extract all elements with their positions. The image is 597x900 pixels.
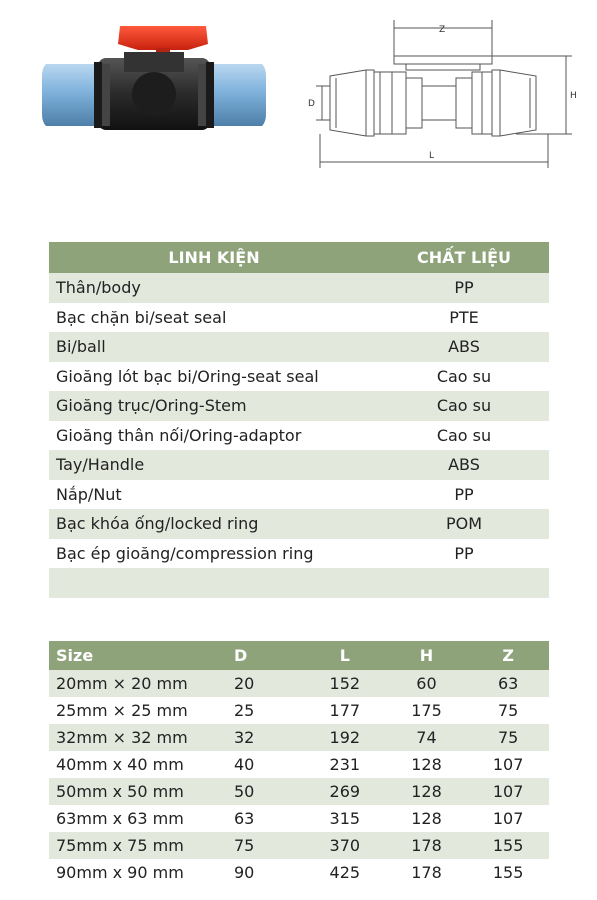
sizes-header-row — [49, 641, 549, 670]
table-row — [49, 450, 549, 480]
header-h: H — [386, 641, 468, 670]
d-cell: 50 — [216, 778, 304, 805]
header-l: L — [304, 641, 386, 670]
z-cell: 75 — [467, 697, 549, 724]
material-cell: POM — [379, 509, 549, 539]
d-cell: 63 — [216, 805, 304, 832]
material-cell: ABS — [379, 450, 549, 480]
table-row — [49, 697, 549, 724]
d-cell: 40 — [216, 751, 304, 778]
component-cell: Gioăng trục/Oring-Stem — [49, 391, 379, 421]
material-cell: PP — [379, 273, 549, 303]
size-cell: 75mm x 75 mm — [49, 832, 216, 859]
z-cell: 75 — [467, 724, 549, 751]
table-row — [49, 568, 549, 598]
l-cell: 152 — [304, 670, 386, 697]
h-cell: 178 — [386, 859, 468, 886]
d-label: D — [308, 99, 315, 109]
material-cell: PP — [379, 539, 549, 569]
component-cell: Tay/Handle — [49, 450, 379, 480]
z-cell: 155 — [467, 859, 549, 886]
component-cell: Bạc chặn bi/seat seal — [49, 303, 379, 333]
table-row — [49, 859, 549, 886]
component-cell: Thân/body — [49, 273, 379, 303]
d-cell: 25 — [216, 697, 304, 724]
material-cell: Cao su — [379, 421, 549, 451]
table-row — [49, 539, 549, 569]
table-row — [49, 670, 549, 697]
material-cell: PTE — [379, 303, 549, 333]
ball-valve-photo — [38, 20, 270, 140]
table-row — [49, 805, 549, 832]
header-d: D — [216, 641, 304, 670]
h-cell: 128 — [386, 778, 468, 805]
d-cell: 75 — [216, 832, 304, 859]
z-cell: 107 — [467, 778, 549, 805]
table-row — [49, 273, 549, 303]
dimension-drawing — [296, 16, 586, 186]
header-material: CHẤT LIỆU — [379, 242, 549, 273]
h-cell: 128 — [386, 751, 468, 778]
size-cell: 90mm x 90 mm — [49, 859, 216, 886]
z-cell: 107 — [467, 751, 549, 778]
h-cell: 60 — [386, 670, 468, 697]
component-cell: Bạc ép gioăng/compression ring — [49, 539, 379, 569]
d-cell: 20 — [216, 670, 304, 697]
h-cell: 128 — [386, 805, 468, 832]
header-size: Size — [49, 641, 216, 670]
l-cell: 269 — [304, 778, 386, 805]
header-component: LINH KIỆN — [49, 242, 379, 273]
material-cell: ABS — [379, 332, 549, 362]
z-cell: 107 — [467, 805, 549, 832]
l-label: L — [429, 151, 435, 161]
size-cell: 32mm × 32 mm — [49, 724, 216, 751]
h-cell: 74 — [386, 724, 468, 751]
table-row — [49, 303, 549, 333]
table-row — [49, 751, 549, 778]
material-cell — [379, 568, 549, 598]
z-label: Z — [439, 25, 446, 35]
size-dimension-table — [49, 641, 549, 886]
header-z: Z — [467, 641, 549, 670]
table-row — [49, 724, 549, 751]
l-cell: 315 — [304, 805, 386, 832]
table-row — [49, 332, 549, 362]
component-cell: Gioăng thân nối/Oring-adaptor — [49, 421, 379, 451]
d-cell: 90 — [216, 859, 304, 886]
l-cell: 231 — [304, 751, 386, 778]
table-row — [49, 778, 549, 805]
size-cell: 63mm x 63 mm — [49, 805, 216, 832]
table-row — [49, 391, 549, 421]
l-cell: 425 — [304, 859, 386, 886]
z-cell: 155 — [467, 832, 549, 859]
component-cell: Bạc khóa ống/locked ring — [49, 509, 379, 539]
table-row — [49, 832, 549, 859]
l-cell: 370 — [304, 832, 386, 859]
table-row — [49, 509, 549, 539]
size-cell: 20mm × 20 mm — [49, 670, 216, 697]
h-cell: 175 — [386, 697, 468, 724]
table-row — [49, 362, 549, 392]
z-cell: 63 — [467, 670, 549, 697]
l-cell: 177 — [304, 697, 386, 724]
table-row — [49, 421, 549, 451]
material-cell: Cao su — [379, 362, 549, 392]
size-cell: 40mm x 40 mm — [49, 751, 216, 778]
h-label: H — [570, 91, 577, 101]
component-cell — [49, 568, 379, 598]
component-cell: Nắp/Nut — [49, 480, 379, 510]
parts-header-row — [49, 242, 549, 273]
component-cell: Gioăng lót bạc bi/Oring-seat seal — [49, 362, 379, 392]
component-cell: Bi/ball — [49, 332, 379, 362]
table-row — [49, 480, 549, 510]
d-cell: 32 — [216, 724, 304, 751]
h-cell: 178 — [386, 832, 468, 859]
material-cell: PP — [379, 480, 549, 510]
material-cell: Cao su — [379, 391, 549, 421]
size-cell: 25mm × 25 mm — [49, 697, 216, 724]
size-cell: 50mm x 50 mm — [49, 778, 216, 805]
parts-material-table — [49, 242, 549, 598]
l-cell: 192 — [304, 724, 386, 751]
